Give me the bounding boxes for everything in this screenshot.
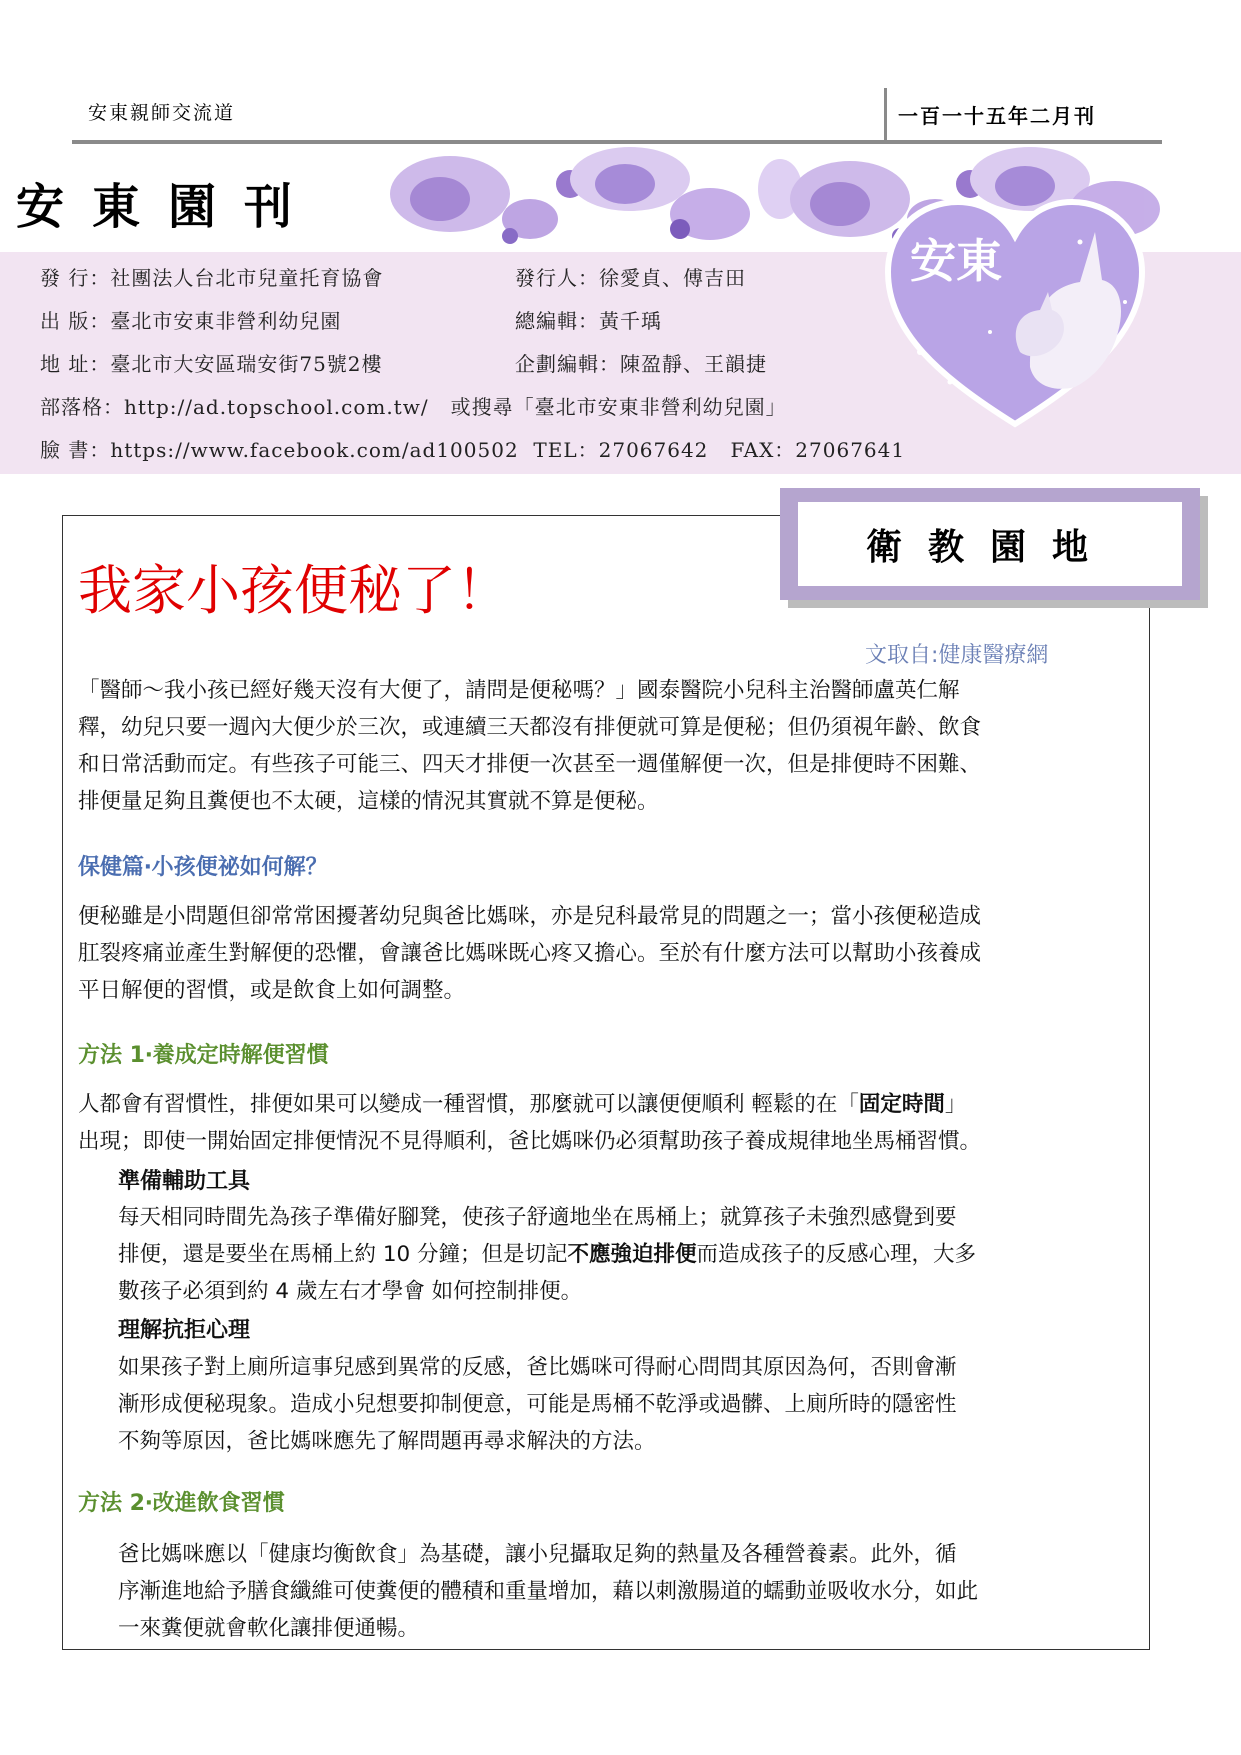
planning-editor-line: 企劃編輯：陳盈靜、王韻捷: [515, 352, 767, 376]
kangaroo-heart-icon: [880, 192, 1150, 432]
masthead-title: 安東園刊: [16, 179, 321, 235]
brand-tag: 安東親師交流道: [88, 102, 236, 124]
chief-editor-line: 總編輯：黃千瑀: [515, 309, 662, 333]
tools-paragraph: 每天相同時間先為孩子準備好腳凳，使孩子舒適地坐在馬桶上；就算孩子未強烈感覺到要 排便，還是要坐在馬桶上約 10 分鐘；但是切記不應強迫排便而造成孩子的反感心理，大多 數孩子必須到約 4 歲左右才學會 如何控制排便。: [118, 1205, 977, 1304]
kindergarten-logo: [880, 192, 1150, 432]
blog-line: 部落格：http://ad.topschool.com.tw/ 或搜尋「臺北市安東非營利幼兒園」: [40, 395, 787, 419]
method1-heading: 方法 1‧養成定時解便習慣: [78, 1043, 329, 1068]
intro-paragraph: 「醫師～我小孩已經好幾天沒有大便了，請問是便秘嗎？」國泰醫院小兒科主治醫師盧英仁解 釋，幼兒只要一週內大便少於三次，或連續三天都沒有排便就可算是便秘；但仍須視年齡、飲食 和日常活動而定。有些孩子可能三、四天才排便一次甚至一週僅解便一次，但是排便時不困難、 排便量足夠且糞便也不太硬，這樣的情況其實就不算是便秘。: [78, 678, 982, 814]
method2-paragraph: 爸比媽咪應以「健康均衡飲食」為基礎，讓小兒攝取足夠的熱量及各種營養素。此外，循 序漸進地給予膳食纖維可使糞便的體積和重量增加，藉以刺激腸道的蠕動並吸收水分，如此 一來糞便就會軟化讓排便通暢。: [118, 1542, 979, 1641]
issue-date: 一百一十五年二月刊: [898, 104, 1096, 128]
resist-heading: 理解抗拒心理: [118, 1318, 251, 1343]
section-paragraph: 便秘雖是小問題但卻常常困擾著幼兒與爸比媽咪，亦是兒科最常見的問題之一；當小孩便秘造成 肛裂疼痛並產生對解便的恐懼，會讓爸比媽咪既心疼又擔心。至於有什麼方法可以幫助小孩養成 平日解便的習慣，或是飲食上如何調整。: [78, 904, 982, 1003]
method1-paragraph: 人都會有習慣性，排便如果可以變成一種習慣，那麼就可以讓便便順利 輕鬆的在「固定時間」 出現；即使一開始固定排便情況不見得順利，爸比媽咪仍必須幫助孩子養成規律地坐馬桶習慣。: [78, 1092, 982, 1154]
issuer-line: 發行人：徐愛貞、傅吉田: [515, 266, 746, 290]
publisher-line: 發 行：社團法人台北市兒童托育協會: [40, 266, 384, 290]
method2-heading: 方法 2‧改進飲食習慣: [78, 1491, 285, 1516]
section-heading: 保健篇‧小孩便祕如何解？: [78, 855, 328, 880]
facebook-line: 臉 書：https://www.facebook.com/ad100502 TEL：27067642 FAX：27067641: [40, 438, 906, 462]
article-source: 文取自:健康醫療網: [865, 643, 1049, 668]
section-tab: [780, 488, 1200, 600]
section-tab-label: 衛教園地: [798, 502, 1182, 586]
resist-paragraph: 如果孩子對上廁所這事兒感到異常的反感，爸比媽咪可得耐心問問其原因為何，否則會漸 漸形成便秘現象。造成小兒想要抑制便意，可能是馬桶不乾淨或過髒、上廁所時的隱密性 不夠等原因，爸比媽咪應先了解問題再尋求解決的方法。: [118, 1355, 957, 1454]
header-divider-vertical: [884, 88, 887, 140]
tools-heading: 準備輔助工具: [118, 1169, 251, 1194]
article-title: 我家小孩便秘了！: [78, 559, 510, 622]
press-line: 出 版：臺北市安東非營利幼兒園: [40, 309, 342, 333]
logo-text: 安東: [910, 234, 1002, 288]
address-line: 地 址：臺北市大安區瑞安街75號2樓: [40, 352, 383, 376]
